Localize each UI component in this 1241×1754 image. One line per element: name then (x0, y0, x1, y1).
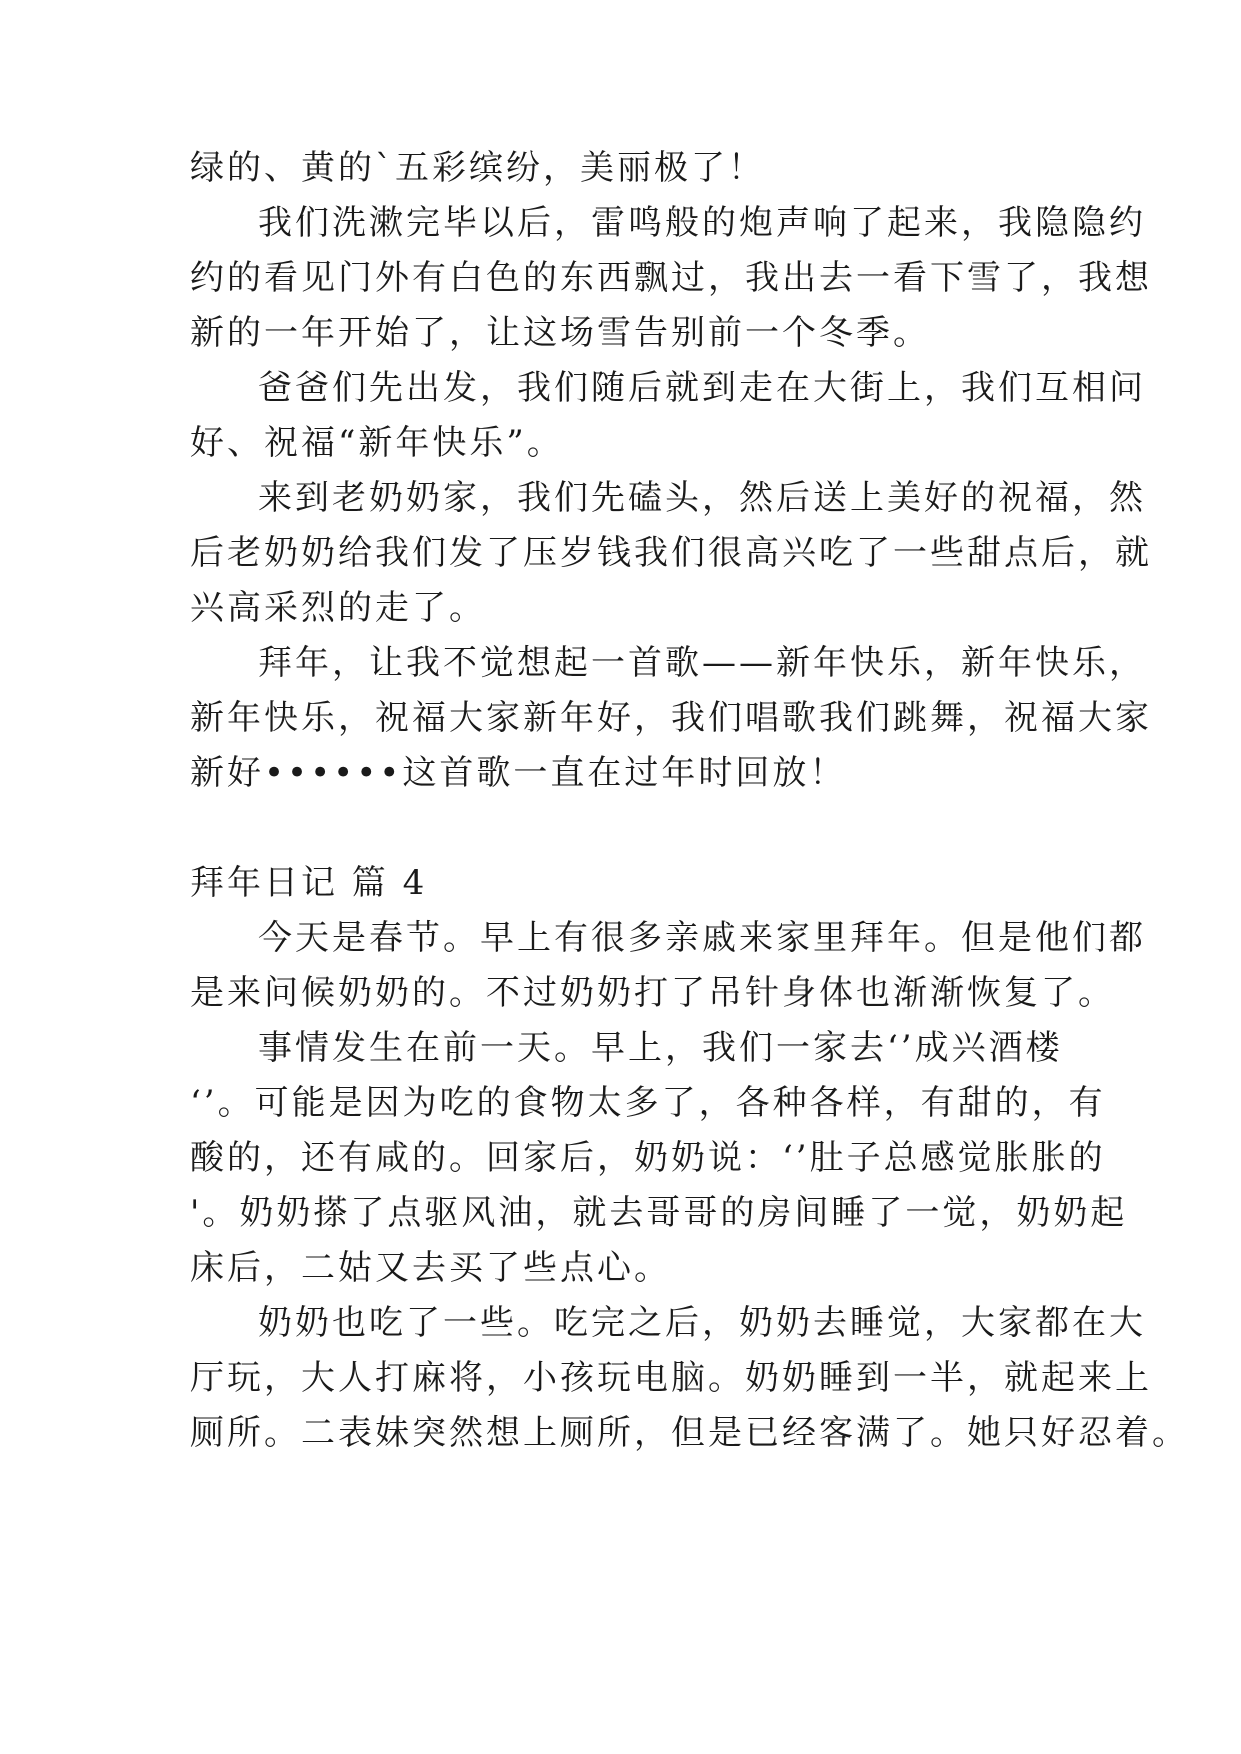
text-line: 好、祝福“新年快乐”。 (190, 423, 564, 463)
text-line: 酸的，还有咸的。回家后，奶奶说：‘’肚子总感觉胀胀的 (190, 1138, 1106, 1178)
text-line: 新年快乐，祝福大家新年好，我们唱歌我们跳舞，祝福大家 (190, 698, 1152, 738)
section-heading: 拜年日记 篇 4 (190, 863, 428, 903)
paragraph-start-line: 事情发生在前一天。早上，我们一家去‘’成兴酒楼 (258, 1028, 1063, 1068)
text-line: 厅玩，大人打麻将，小孩玩电脑。奶奶睡到一半，就起来上 (190, 1358, 1152, 1398)
text-line: 新好••••••这首歌一直在过年时回放！ (190, 753, 847, 793)
paragraph-start-line: 爸爸们先出发，我们随后就到走在大街上，我们互相问 (258, 368, 1146, 408)
text-line: 约的看见门外有白色的东西飘过，我出去一看下雪了，我想 (190, 258, 1152, 298)
text-line: ‘’。可能是因为吃的食物太多了，各种各样，有甜的，有 (190, 1083, 1106, 1123)
text-line: '。奶奶搽了点驱风油，就去哥哥的房间睡了一觉，奶奶起 (190, 1193, 1128, 1233)
paragraph-start-line: 拜年，让我不觉想起一首歌——新年快乐，新年快乐， (258, 643, 1146, 683)
paragraph-start-line: 我们洗漱完毕以后，雷鸣般的炮声响了起来，我隐隐约 (258, 203, 1146, 243)
paragraph-start-line: 来到老奶奶家，我们先磕头，然后送上美好的祝福，然 (258, 478, 1146, 518)
text-line: 新的一年开始了，让这场雪告别前一个冬季。 (190, 313, 930, 353)
text-line: 后老奶奶给我们发了压岁钱我们很高兴吃了一些甜点后，就 (190, 533, 1152, 573)
text-line: 是来问候奶奶的。不过奶奶打了吊针身体也渐渐恢复了。 (190, 973, 1115, 1013)
text-line: 绿的、黄的`五彩缤纷，美丽极了！ (190, 148, 765, 188)
text-line: 厕所。二表妹突然想上厕所，但是已经客满了。她只好忍着。 (190, 1413, 1189, 1453)
paragraph-start-line: 奶奶也吃了一些。吃完之后，奶奶去睡觉，大家都在大 (258, 1303, 1146, 1343)
text-line: 床后，二姑又去买了些点心。 (190, 1248, 671, 1288)
text-line: 兴高采烈的走了。 (190, 588, 486, 628)
paragraph-start-line: 今天是春节。早上有很多亲戚来家里拜年。但是他们都 (258, 918, 1146, 958)
